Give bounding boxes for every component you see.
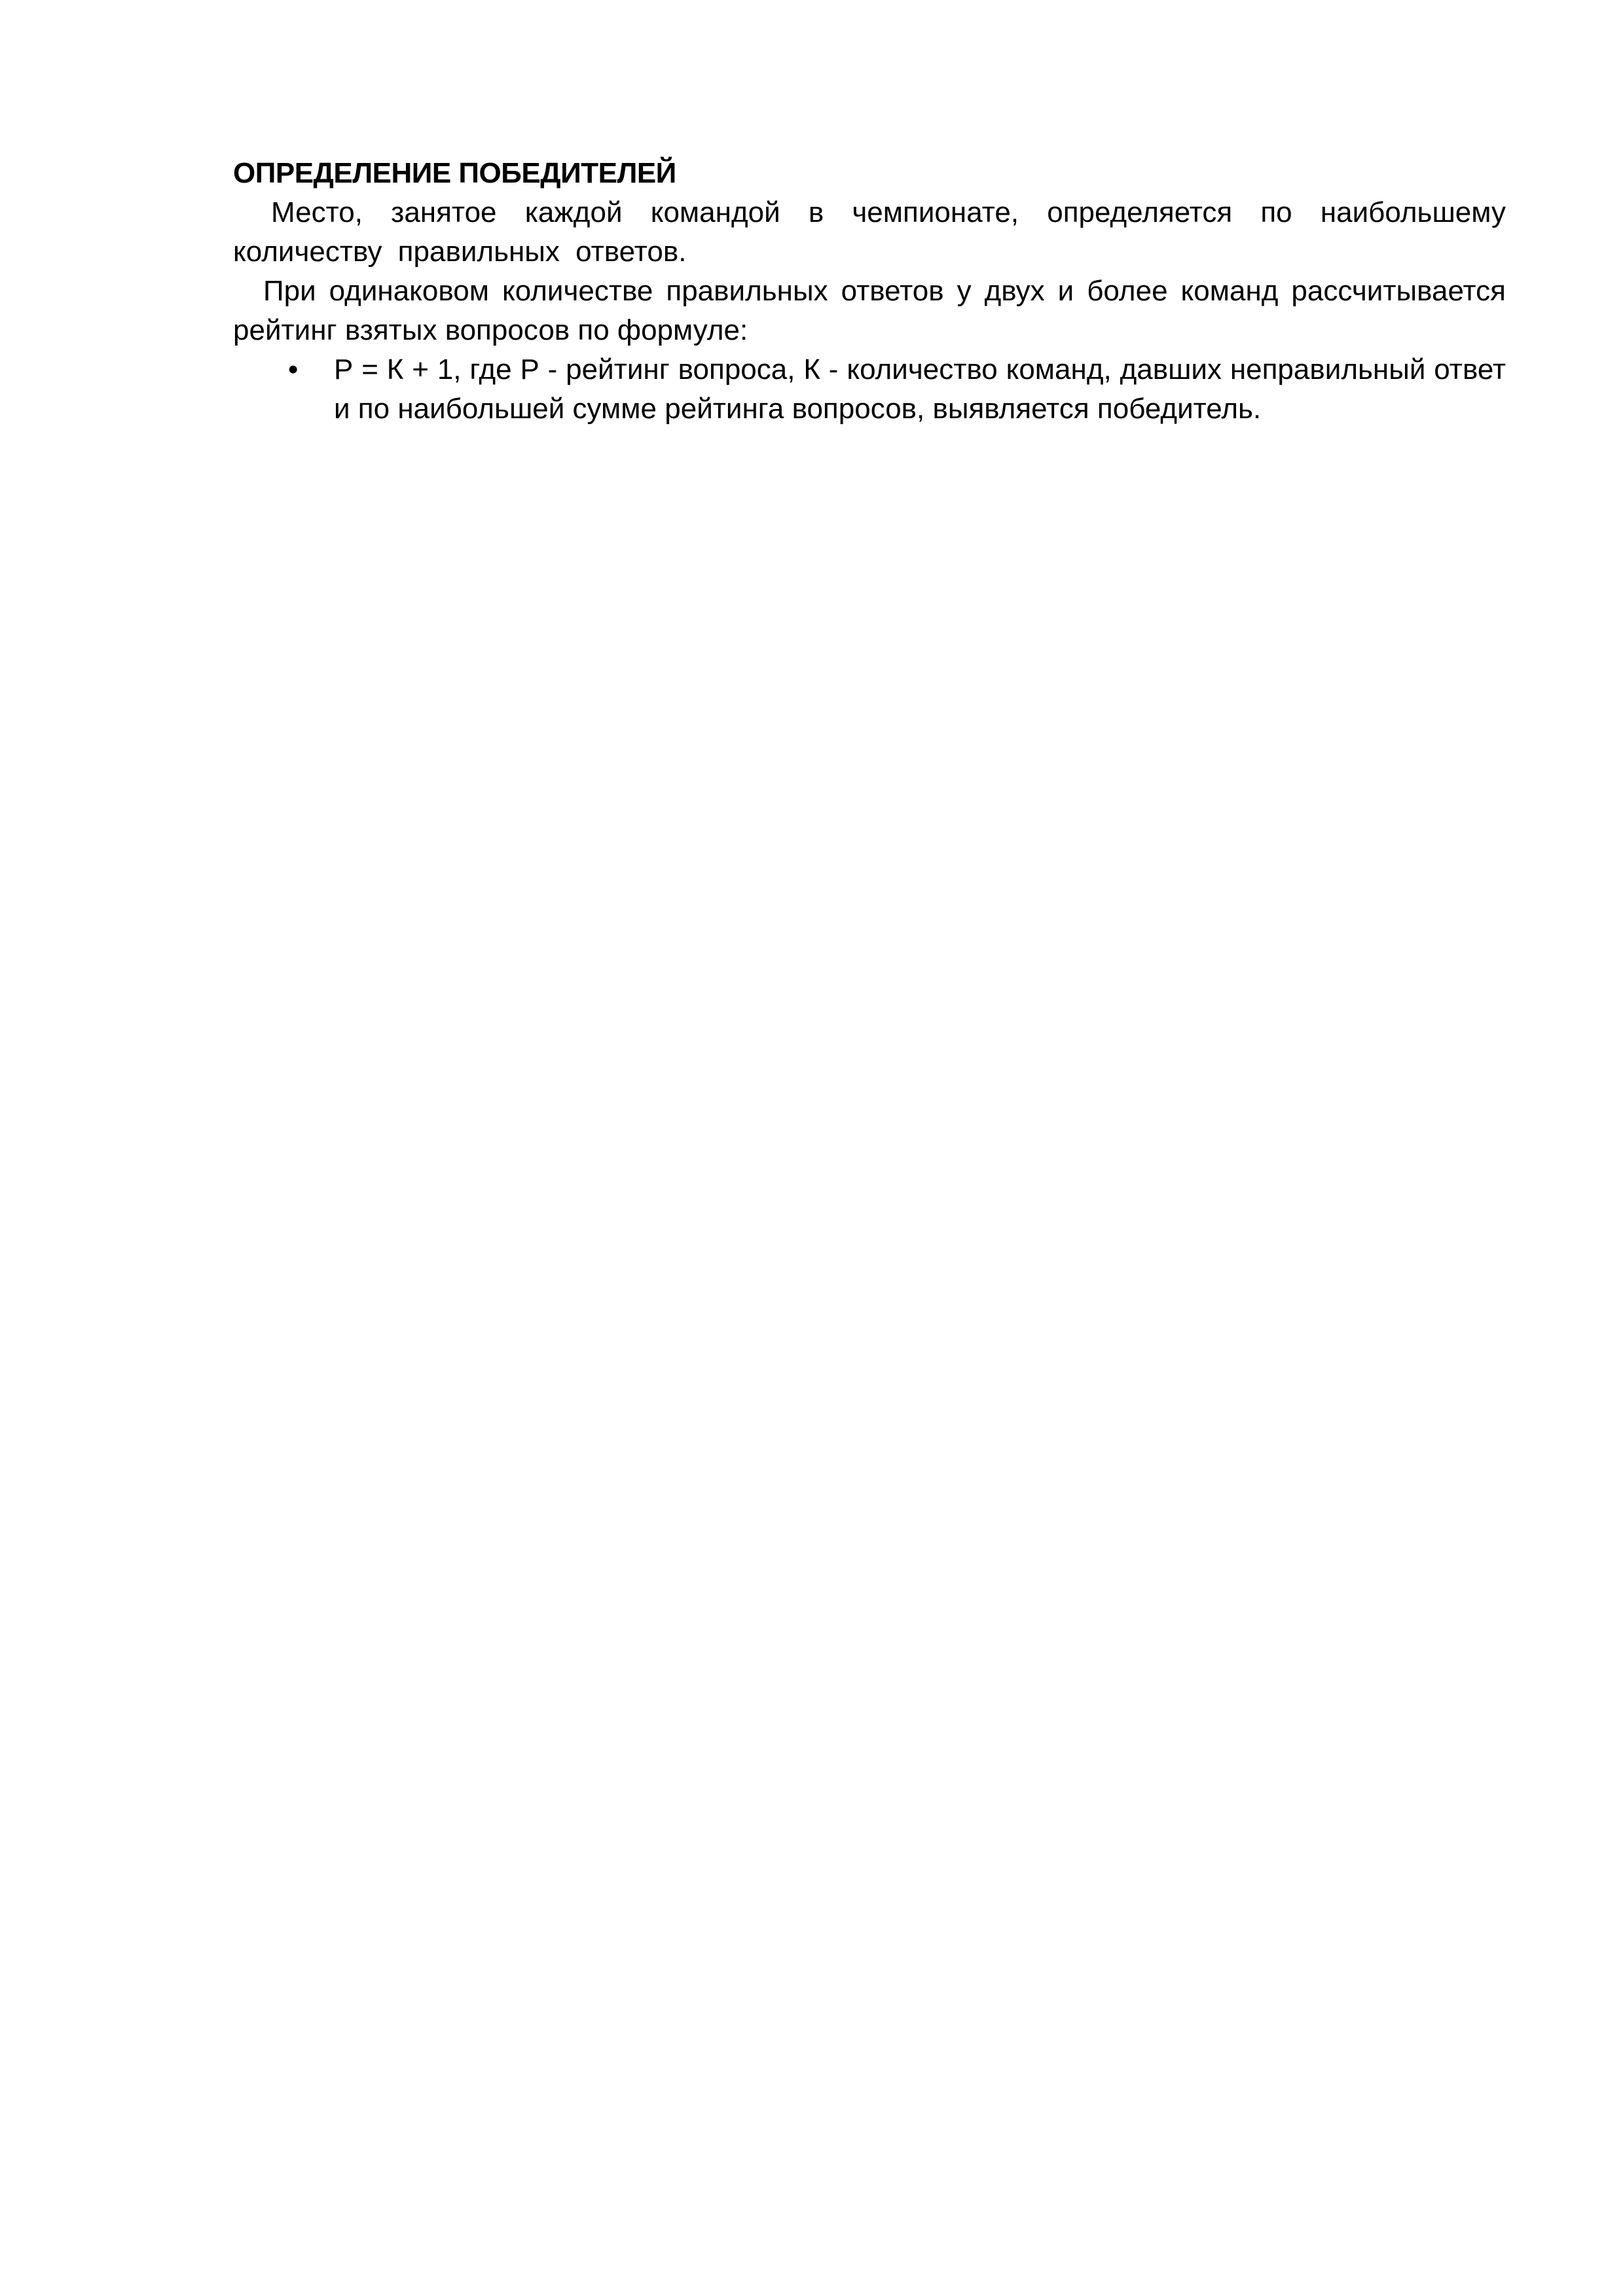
formula-list [233,350,1506,429]
section-heading: ОПРЕДЕЛЕНИЕ ПОБЕДИТЕЛЕЙ [233,157,676,189]
list-item-formula [233,350,1506,429]
document-body [233,154,1506,429]
paragraph-tie-rule: При одинаковом количестве правильных ответов у двух и более команд рассчитывается рейтинг взятых вопросов по формуле: [233,275,1506,346]
formula-text: Р = К + 1, где Р - рейтинг вопроса, К - количество команд, давших неправильный ответ и по наибольшей сумме рейтинга вопросов, выявляется победитель. [334,353,1506,425]
paragraph-placement-rule: Место, занятое каждой командой в чемпионате, определяется по наибольшему количеству правильных ответов. [233,196,1506,268]
bullet-icon: • [288,353,299,386]
